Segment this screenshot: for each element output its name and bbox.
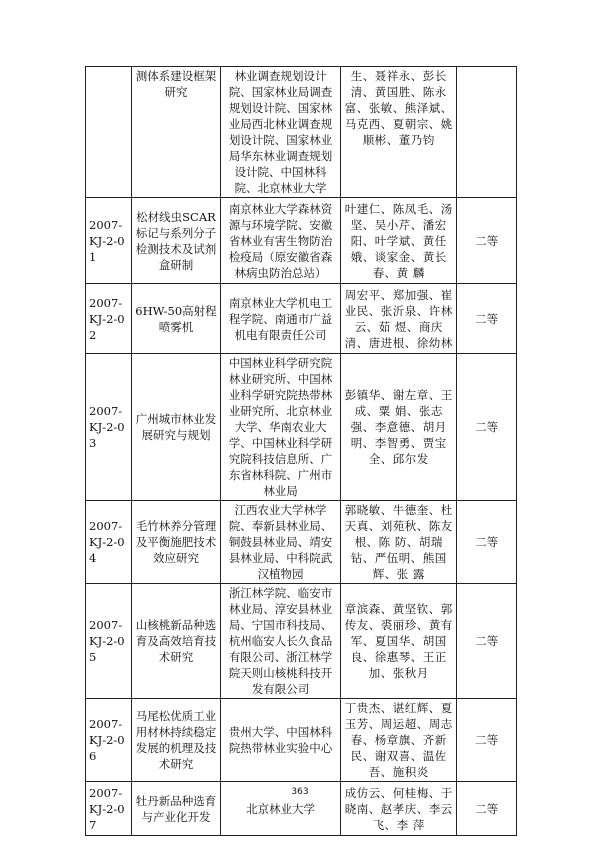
award-id: 2007-KJ-2-03 — [86, 354, 132, 501]
award-id: 2007-KJ-2-07 — [86, 782, 132, 836]
table-row — [86, 354, 517, 501]
personnel: 丁贵杰、谌红辉、夏玉芳、周运超、周志春、杨章旗、齐新民、谢双喜、温佐吾、施积炎 — [341, 699, 457, 782]
organizations: 浙江林学院、临安市林业局、淳安县林业局、宁国市科技局、杭州临安人长久食品有限公司、浙江林学院天则山核桃科技开发有限公司 — [220, 584, 340, 699]
personnel: 郭晓敏、牛德奎、杜天真、刘苑秋、陈友根、陈 防、胡瑞钻、严伍明、熊国辉、张 露 — [341, 501, 457, 584]
table-row — [86, 284, 517, 354]
organizations: 南京林业大学森林资源与环境学院、安徽省林业有害生物防治检疫局（原安徽省森林病虫防治总站） — [220, 198, 340, 284]
award-id — [86, 67, 132, 198]
personnel: 生、聂祥永、彭长清、黄国胜、陈永富、张敏、熊泽斌、马克西、夏朝宗、姚顺彬、董乃钧 — [341, 67, 457, 198]
table-row — [86, 584, 517, 699]
award-grade: 二等 — [457, 198, 517, 284]
personnel: 成仿云、何桂梅、于晓南、赵孝庆、李云飞、李 萍 — [341, 782, 457, 836]
award-id: 2007-KJ-2-02 — [86, 284, 132, 354]
table-row — [86, 501, 517, 584]
project-title: 广州城市林业发展研究与规划 — [132, 354, 221, 501]
project-title: 松材线虫SCAR标记与系列分子检测技术及试剂盒研制 — [132, 198, 221, 284]
table-row — [86, 198, 517, 284]
organizations: 江西农业大学林学院、奉新县林业局、铜鼓县林业局、靖安县林业局、中科院武汉植物园 — [220, 501, 340, 584]
table-row — [86, 699, 517, 782]
award-id: 2007-KJ-2-01 — [86, 198, 132, 284]
project-title: 毛竹林养分管理及平衡施肥技术效应研究 — [132, 501, 221, 584]
award-grade — [457, 67, 517, 198]
awards-table — [85, 66, 517, 836]
award-id: 2007-KJ-2-04 — [86, 501, 132, 584]
organizations: 北京林业大学 — [220, 782, 340, 836]
award-id: 2007-KJ-2-05 — [86, 584, 132, 699]
project-title: 牡丹新品种选育与产业化开发 — [132, 782, 221, 836]
organizations: 南京林业大学机电工程学院、南通市广益机电有限责任公司 — [220, 284, 340, 354]
personnel: 章滨森、黄坚钦、郭传友、裘丽珍、黄有军、夏国华、胡国良、徐惠琴、王正加、张秋月 — [341, 584, 457, 699]
organizations: 中国林业科学研究院林业研究所、中国林业科学研究院热带林业研究所、北京林业大学、华南农业大学、中国林业科学研究院科技信息所、广东省林科院、广州市林业局 — [220, 354, 340, 501]
project-title: 6HW-50高射程喷雾机 — [132, 284, 221, 354]
personnel: 彭镇华、谢左章、王成、粟 娟、张志强、李意德、胡月明、李智勇、贾宝全、邱尔发 — [341, 354, 457, 501]
table-row — [86, 67, 517, 198]
project-title: 测体系建设框架研究 — [132, 67, 221, 198]
award-grade: 二等 — [457, 699, 517, 782]
organizations: 贵州大学、中国林科院热带林业实验中心 — [220, 699, 340, 782]
award-grade: 二等 — [457, 354, 517, 501]
personnel: 叶建仁、陈凤毛、汤坚、吴小芹、潘宏阳、叶学斌、黄任娥、谈家金、黄长春、黄 麟 — [341, 198, 457, 284]
award-id: 2007-KJ-2-06 — [86, 699, 132, 782]
award-grade: 二等 — [457, 782, 517, 836]
organizations: 林业调查规划设计院、国家林业局调查规划设计院、国家林业局西北林业调查规划设计院、国家林业局华东林业调查规划设计院、中国林科院、北京林业大学 — [220, 67, 340, 198]
personnel: 周宏平、郑加强、崔业民、张沂泉、许林云、茹 煜、商庆清、唐进根、徐幼林 — [341, 284, 457, 354]
page-number: 363 — [291, 787, 309, 797]
project-title: 马尾松优质工业用材林持续稳定发展的机理及技术研究 — [132, 699, 221, 782]
project-title: 山核桃新品种选育及高效培育技术研究 — [132, 584, 221, 699]
award-grade: 二等 — [457, 584, 517, 699]
award-grade: 二等 — [457, 501, 517, 584]
award-grade: 二等 — [457, 284, 517, 354]
